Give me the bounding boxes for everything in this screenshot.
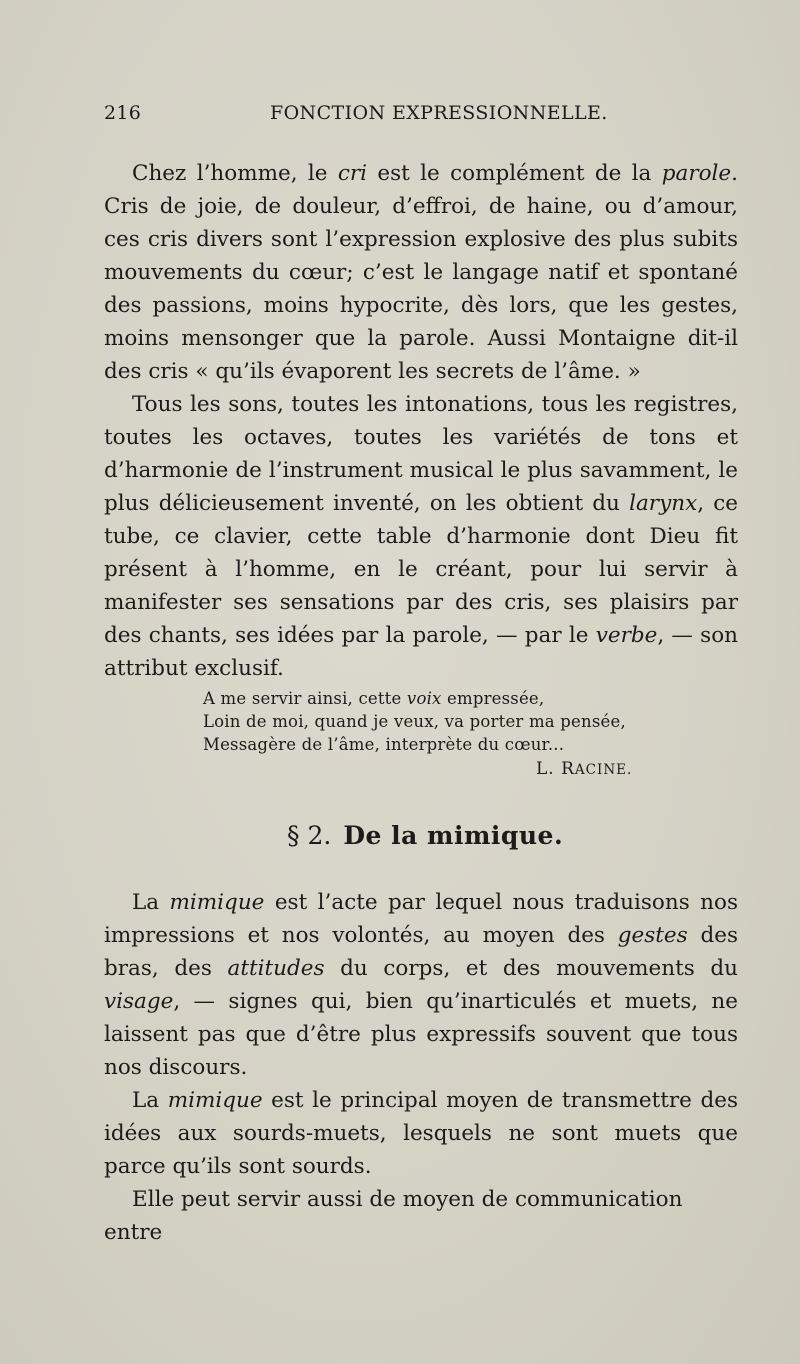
paragraph-communication: Elle peut servir aussi de moyen de communication entre [104,1187,683,1245]
text-block-cri [104,157,738,685]
section-title: De la mimique. [343,821,564,850]
section-number: § 2. [287,821,332,850]
paragraph-cri: Chez l’homme, le cri est le complément de la parole. Cris de joie, de douleur, d’effroi, de haine, ou d’amour, ces cris divers sont l’expression explosive des plus subits mouvements du cœur; c’est le langage natif et spontané des passions, moins hypocrite, dès lors, que les gestes, moins mensonger que la parole. Aussi Montaigne dit-il des cris « qu’ils évaporent les secrets de l’âme. » [104,161,738,384]
page-number: 216 [104,102,142,124]
verse-attribution: L. RACINE. [536,759,633,779]
paragraph-sourds-muets: La mimique est le principal moyen de transmettre des idées aux sourds-muets, lesquels ne sont muets que parce qu’ils sont sourds. [104,1088,738,1179]
verse-quotation [203,687,673,756]
verse-line-1: A me servir ainsi, cette voix empressée, [203,689,545,708]
running-title: FONCTION EXPRESSIONNELLE. [270,102,608,124]
paragraph-mimique-definition: La mimique est l’acte par lequel nous traduisons nos impressions et nos volontés, au moyen des gestes des bras, des attitudes du corps, et des mouvements du visage, — signes qui, bien qu’inarticulés et muets, ne laissent pas que d’être plus expressifs souvent que tous nos discours. [104,890,739,1080]
verse-line-2: Loin de moi, quand je veux, va porter ma pensée, [203,712,626,731]
page-header [104,102,740,132]
verse-line-3: Messagère de l’âme, interprète du cœur... [203,735,565,754]
text-block-mimique [104,886,738,1249]
section-heading [287,821,563,850]
paragraph-larynx: Tous les sons, toutes les intonations, tous les registres, toutes les octaves, toutes les variétés de tons et d’harmonie de l’instrument musical le plus savamment, le plus délicieusement inventé, on les obtient du larynx, ce tube, ce clavier, cette table d’harmonie dont Dieu fit présent à l’homme, en le créant, pour lui servir à manifester ses sensations par des cris, ses plaisirs par des chants, ses idées par la parole, — par le verbe, — son attribut exclusif. [104,392,739,681]
